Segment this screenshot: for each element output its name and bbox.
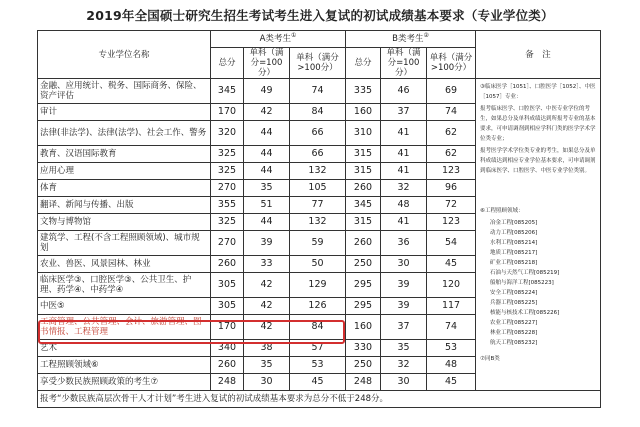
major-name: 审计 [38, 104, 211, 121]
b-score-total: 295 [346, 273, 381, 298]
b-score-single-le100: 32 [381, 357, 427, 374]
a-score-total: 248 [211, 374, 244, 391]
table-row [38, 79, 601, 104]
b-score-total: 315 [346, 146, 381, 163]
b-score-single-gt100: 45 [427, 256, 476, 273]
a-score-single-le100: 33 [244, 256, 290, 273]
note-3-title: ③临床医学［1051］、口腔医学［1052］、中医［1057］专业： [480, 84, 596, 100]
b-score-total: 160 [346, 104, 381, 121]
b-score-single-le100: 36 [381, 231, 427, 256]
field-code: 安全工程[085224] [490, 290, 538, 296]
b-score-single-gt100: 74 [427, 104, 476, 121]
note-3-body: 报考临床医学、口腔医学、中医专业学位的考生，如果总分及单科成绩达到所报考专业的基本要求，可申请调剂到相应学科门类的医学学术学位类专业； [480, 106, 596, 142]
a-score-single-gt100: 50 [290, 256, 346, 273]
a-score-single-le100: 44 [244, 214, 290, 231]
field-code: 地质工程[085217] [490, 250, 538, 256]
b-score-total: 335 [346, 79, 381, 104]
b-score-total: 160 [346, 315, 381, 340]
b-score-total: 260 [346, 180, 381, 197]
field-code: 船舶与海洋工程[085223] [490, 280, 554, 286]
b-score-single-le100: 30 [381, 374, 427, 391]
field-code: 航天工程[085232] [490, 340, 538, 346]
a-score-total: 260 [211, 256, 244, 273]
a-score-single-le100: 39 [244, 231, 290, 256]
major-name: 建筑学、工程(不含工程照顾领域)、城市规划 [38, 231, 211, 256]
a-score-single-le100: 35 [244, 180, 290, 197]
b-score-single-gt100: 48 [427, 357, 476, 374]
field-code: 冶金工程[085205] [490, 220, 538, 226]
b-score-single-le100: 46 [381, 79, 427, 104]
major-name: 工程照顾领域⑥ [38, 357, 211, 374]
a-score-single-gt100: 105 [290, 180, 346, 197]
b-score-single-gt100: 117 [427, 298, 476, 315]
b-score-single-le100: 41 [381, 163, 427, 180]
b-score-total: 248 [346, 374, 381, 391]
remarks-notes [476, 79, 601, 391]
a-score-single-gt100: 74 [290, 79, 346, 104]
a-score-single-gt100: 84 [290, 104, 346, 121]
b-score-total: 250 [346, 357, 381, 374]
a-score-single-le100: 38 [244, 340, 290, 357]
major-name: 农业、兽医、风景园林、林业 [38, 256, 211, 273]
b-score-total: 250 [346, 256, 381, 273]
a-score-single-gt100: 53 [290, 357, 346, 374]
header-major-name: 专业学位名称 [38, 31, 211, 79]
field-code: 石油与天然气工程[085219] [490, 270, 560, 276]
b-score-single-le100: 48 [381, 197, 427, 214]
header-a-single-gt100: 单科（满分>100分） [290, 48, 346, 79]
field-code: 核能与核技术工程[085226] [490, 310, 560, 316]
field-code: 农业工程[085227] [490, 320, 538, 326]
field-code: 水利工程[085214] [490, 240, 538, 246]
a-score-single-le100: 42 [244, 104, 290, 121]
a-score-total: 325 [211, 163, 244, 180]
b-score-total: 315 [346, 163, 381, 180]
a-score-single-gt100: 45 [290, 374, 346, 391]
highlight-box [38, 320, 345, 344]
a-score-single-gt100: 59 [290, 231, 346, 256]
major-name: 工商管理、公共管理、会计、旅游管理、图书情报、工程管理 [38, 315, 211, 340]
a-score-single-le100: 44 [244, 121, 290, 146]
a-score-total: 305 [211, 273, 244, 298]
a-score-single-le100: 51 [244, 197, 290, 214]
b-score-single-le100: 37 [381, 315, 427, 340]
b-score-total: 310 [346, 121, 381, 146]
b-score-single-gt100: 53 [427, 340, 476, 357]
header-b-group: B类考生② [346, 31, 476, 48]
major-name: 艺术 [38, 340, 211, 357]
a-score-single-gt100: 132 [290, 214, 346, 231]
header-a-total: 总分 [211, 48, 244, 79]
major-name: 体育 [38, 180, 211, 197]
a-score-single-gt100: 84 [290, 315, 346, 340]
b-score-single-gt100: 96 [427, 180, 476, 197]
a-score-total: 320 [211, 121, 244, 146]
b-score-single-le100: 37 [381, 104, 427, 121]
b-score-single-gt100: 123 [427, 163, 476, 180]
footer-row [38, 391, 601, 408]
b-score-total: 260 [346, 231, 381, 256]
b-score-single-gt100: 123 [427, 214, 476, 231]
a-score-single-gt100: 66 [290, 121, 346, 146]
a-score-single-le100: 30 [244, 374, 290, 391]
header-a-group: A类考生① [211, 31, 346, 48]
a-score-total: 345 [211, 79, 244, 104]
header-a-single-le100: 单科（满分=100分） [244, 48, 290, 79]
a-score-single-gt100: 126 [290, 298, 346, 315]
b-score-single-gt100: 62 [427, 121, 476, 146]
b-score-total: 295 [346, 298, 381, 315]
note-7: ⑦同B类 [480, 356, 500, 362]
a-score-total: 325 [211, 214, 244, 231]
a-score-single-gt100: 129 [290, 273, 346, 298]
a-score-total: 355 [211, 197, 244, 214]
a-score-single-gt100: 57 [290, 340, 346, 357]
b-score-single-gt100: 54 [427, 231, 476, 256]
b-score-single-le100: 32 [381, 180, 427, 197]
a-score-single-le100: 49 [244, 79, 290, 104]
b-score-total: 345 [346, 197, 381, 214]
note-6-title: ⑥工程照顾领域： [480, 208, 524, 214]
note-3-body-2: 报考医学学术学位类专业的考生，如果总分及单科成绩达到相应专业学位基本要求，可申请调剂到临床医学、口腔医学、中医专业学位类别。 [480, 148, 596, 174]
b-score-single-gt100: 69 [427, 79, 476, 104]
major-name: 文物与博物馆 [38, 214, 211, 231]
major-name: 教育、汉语国际教育 [38, 146, 211, 163]
header-b-single-gt100: 单科（满分>100分） [427, 48, 476, 79]
b-score-single-le100: 41 [381, 121, 427, 146]
b-score-single-gt100: 74 [427, 315, 476, 340]
major-name: 金融、应用统计、税务、国际商务、保险、资产评估 [38, 79, 211, 104]
a-score-single-le100: 42 [244, 273, 290, 298]
footer-note: 报考“少数民族高层次骨干人才计划”考生进入复试的初试成绩基本要求为总分不低于248分。 [38, 391, 601, 408]
page-title: 2019年全国硕士研究生招生考试考生进入复试的初试成绩基本要求（专业学位类） [86, 8, 554, 23]
field-code: 兵器工程[085225] [490, 300, 538, 306]
score-table [37, 30, 601, 408]
b-score-single-le100: 35 [381, 340, 427, 357]
a-score-single-le100: 42 [244, 315, 290, 340]
a-score-single-gt100: 66 [290, 146, 346, 163]
b-score-single-gt100: 62 [427, 146, 476, 163]
field-code: 林业工程[085228] [490, 330, 538, 336]
major-name: 临床医学③、口腔医学③、公共卫生、护理、药学④、中药学④ [38, 273, 211, 298]
major-name: 翻译、新闻与传播、出版 [38, 197, 211, 214]
a-score-total: 270 [211, 180, 244, 197]
field-code: 动力工程[085206] [490, 230, 538, 236]
b-score-single-gt100: 72 [427, 197, 476, 214]
header-remarks: 备 注 [476, 31, 601, 79]
header-b-single-le100: 单科（满分=100分） [381, 48, 427, 79]
header-b-total: 总分 [346, 48, 381, 79]
a-score-total: 270 [211, 231, 244, 256]
a-score-total: 325 [211, 146, 244, 163]
a-score-single-le100: 35 [244, 357, 290, 374]
b-score-total: 315 [346, 214, 381, 231]
major-name: 享受少数民族照顾政策的考生⑦ [38, 374, 211, 391]
field-code: 矿业工程[085218] [490, 260, 538, 266]
b-score-single-gt100: 120 [427, 273, 476, 298]
b-score-single-le100: 41 [381, 214, 427, 231]
b-score-single-le100: 30 [381, 256, 427, 273]
b-score-single-le100: 39 [381, 273, 427, 298]
a-score-single-gt100: 77 [290, 197, 346, 214]
b-score-total: 330 [346, 340, 381, 357]
major-name: 中医⑤ [38, 298, 211, 315]
a-score-total: 340 [211, 340, 244, 357]
a-score-total: 170 [211, 315, 244, 340]
a-score-single-le100: 44 [244, 146, 290, 163]
a-score-total: 260 [211, 357, 244, 374]
major-name: 法律(非法学)、法律(法学)、社会工作、警务 [38, 121, 211, 146]
a-score-single-gt100: 132 [290, 163, 346, 180]
b-score-single-gt100: 45 [427, 374, 476, 391]
a-score-total: 305 [211, 298, 244, 315]
a-score-single-le100: 42 [244, 298, 290, 315]
b-score-single-le100: 39 [381, 298, 427, 315]
b-score-single-le100: 41 [381, 146, 427, 163]
a-score-single-le100: 44 [244, 163, 290, 180]
major-name: 应用心理 [38, 163, 211, 180]
a-score-total: 170 [211, 104, 244, 121]
